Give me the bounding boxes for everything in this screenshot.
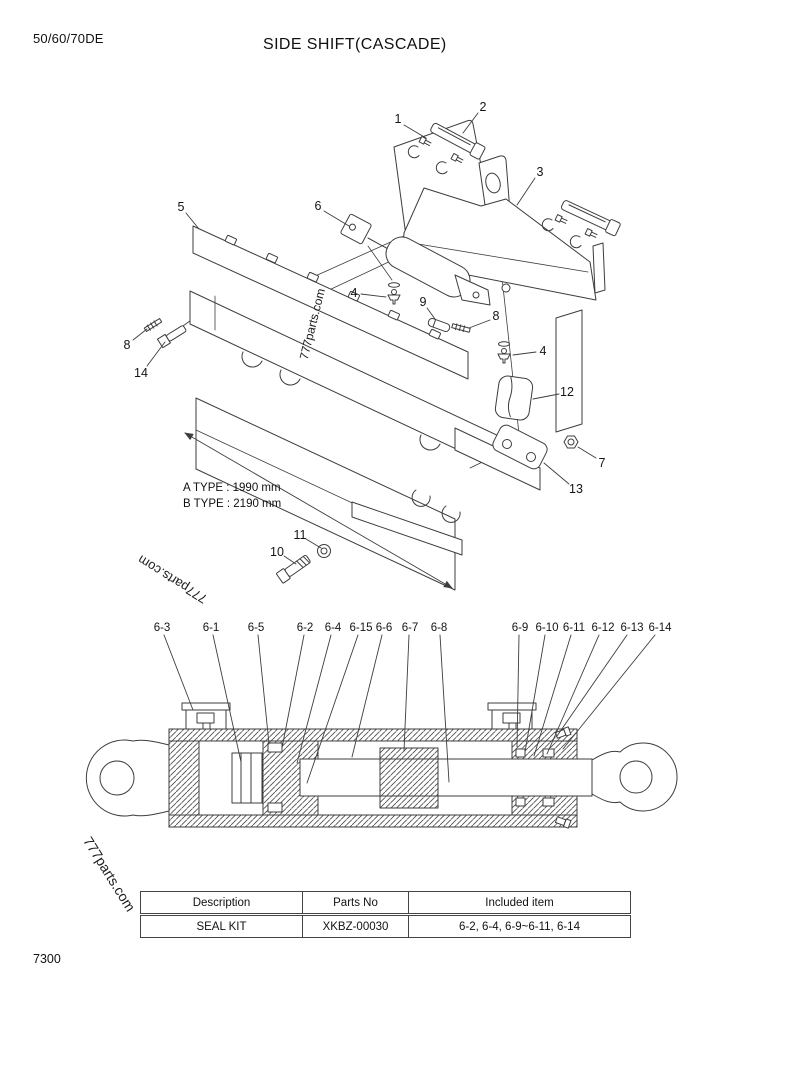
note-type-b: B TYPE : 2190 mm xyxy=(183,498,282,510)
cell-parts-no: XKBZ-00030 xyxy=(303,915,409,938)
callout-leader-4 xyxy=(361,294,386,297)
cylinder-section-art xyxy=(86,703,677,828)
callout-leader-3 xyxy=(517,178,535,205)
callout-label-6-13: 6-13 xyxy=(620,622,644,634)
left-eye-hole xyxy=(100,761,134,795)
part-stopper-block xyxy=(494,375,534,421)
callout-label-6-7: 6-7 xyxy=(401,622,419,634)
part-screw-right xyxy=(452,323,471,333)
callout-label-13: 13 xyxy=(569,482,583,496)
part-piston-nut xyxy=(232,753,262,803)
table-row xyxy=(141,915,631,938)
callout-label-14: 14 xyxy=(134,366,148,380)
part-end-plate xyxy=(593,243,605,293)
callout-label-6-9: 6-9 xyxy=(511,622,529,634)
callout-leader-8 xyxy=(469,320,490,328)
callout-label-6-5: 6-5 xyxy=(247,622,265,634)
callout-label-10: 10 xyxy=(270,545,284,559)
callout-label-12: 12 xyxy=(560,385,574,399)
callout-label-6-10: 6-10 xyxy=(535,622,559,634)
callout-leader-8 xyxy=(133,329,147,340)
callout-leader-6-14 xyxy=(563,635,655,749)
callout-label-6-12: 6-12 xyxy=(591,622,615,634)
right-eye-hole xyxy=(620,761,652,793)
callout-leader-13 xyxy=(544,463,569,484)
callout-label-6-15: 6-15 xyxy=(349,622,373,634)
callout-label-5: 5 xyxy=(177,200,185,214)
assembly-exploded-art xyxy=(144,120,621,590)
part-grease-fitting-left xyxy=(388,283,400,304)
callout-label-1: 1 xyxy=(394,112,402,126)
callout-label-6-1: 6-1 xyxy=(202,622,220,634)
part-screw-left xyxy=(144,318,162,333)
part-washer xyxy=(318,545,331,558)
callout-label-6-2: 6-2 xyxy=(296,622,314,634)
part-grease-fitting-right xyxy=(498,342,510,363)
table-header-row xyxy=(141,892,631,915)
callout-leader-6-3 xyxy=(164,635,193,710)
type-length-notes xyxy=(183,480,281,512)
part-right-port xyxy=(488,703,536,729)
watermark-diagonal-2: 777parts.com xyxy=(135,552,210,607)
part-piston-rod xyxy=(300,759,592,796)
callout-label-7: 7 xyxy=(598,456,606,470)
cell-included-item: 6-2, 6-4, 6-9~6-11, 6-14 xyxy=(409,915,631,938)
col-header-description: Description xyxy=(141,892,303,915)
callout-label-2: 2 xyxy=(479,100,487,114)
note-type-a: A TYPE : 1990 mm xyxy=(183,482,281,494)
callout-label-8: 8 xyxy=(492,309,500,323)
callout-label-3: 3 xyxy=(536,165,544,179)
callout-label-4: 4 xyxy=(539,344,547,358)
part-sleeve-bolt xyxy=(157,324,187,348)
callout-leader-6 xyxy=(324,211,349,226)
callout-label-6-11: 6-11 xyxy=(562,622,586,634)
cell-description: SEAL KIT xyxy=(141,915,303,938)
page-number: 7300 xyxy=(33,952,61,966)
part-cap-wall xyxy=(169,741,199,815)
callout-label-6-4: 6-4 xyxy=(324,622,342,634)
part-nut xyxy=(564,436,578,448)
callout-leader-10 xyxy=(284,556,296,564)
callout-leader-4 xyxy=(513,352,536,355)
callout-label-6-6: 6-6 xyxy=(375,622,393,634)
callout-leader-6-5 xyxy=(258,635,269,744)
callout-label-4: 4 xyxy=(350,286,358,300)
callout-label-9: 9 xyxy=(419,295,427,309)
callout-leader-7 xyxy=(578,447,596,458)
callout-leader-1 xyxy=(404,125,426,138)
page-title: SIDE SHIFT(CASCADE) xyxy=(263,36,447,53)
callout-leader-12 xyxy=(533,394,559,399)
callout-label-6-8: 6-8 xyxy=(430,622,448,634)
callout-label-6: 6 xyxy=(314,199,322,213)
model-code: 50/60/70DE xyxy=(33,31,104,46)
callout-label-6-14: 6-14 xyxy=(648,622,672,634)
callout-leader-11 xyxy=(306,539,321,548)
callout-label-6-3: 6-3 xyxy=(153,622,171,634)
watermark-diagonal-3: 777parts.com xyxy=(80,833,139,915)
part-piston-collar xyxy=(380,748,438,808)
watermark-diagonal-1: 777parts.com xyxy=(296,287,328,361)
callout-label-8: 8 xyxy=(123,338,131,352)
col-header-parts-no: Parts No xyxy=(303,892,409,915)
callout-leader-14 xyxy=(147,342,165,366)
seal-kit-table xyxy=(140,891,631,938)
callout-label-11: 11 xyxy=(293,528,307,542)
col-header-included-item: Included item xyxy=(409,892,631,915)
part-left-port xyxy=(182,703,230,729)
callout-leader-9 xyxy=(427,308,435,319)
